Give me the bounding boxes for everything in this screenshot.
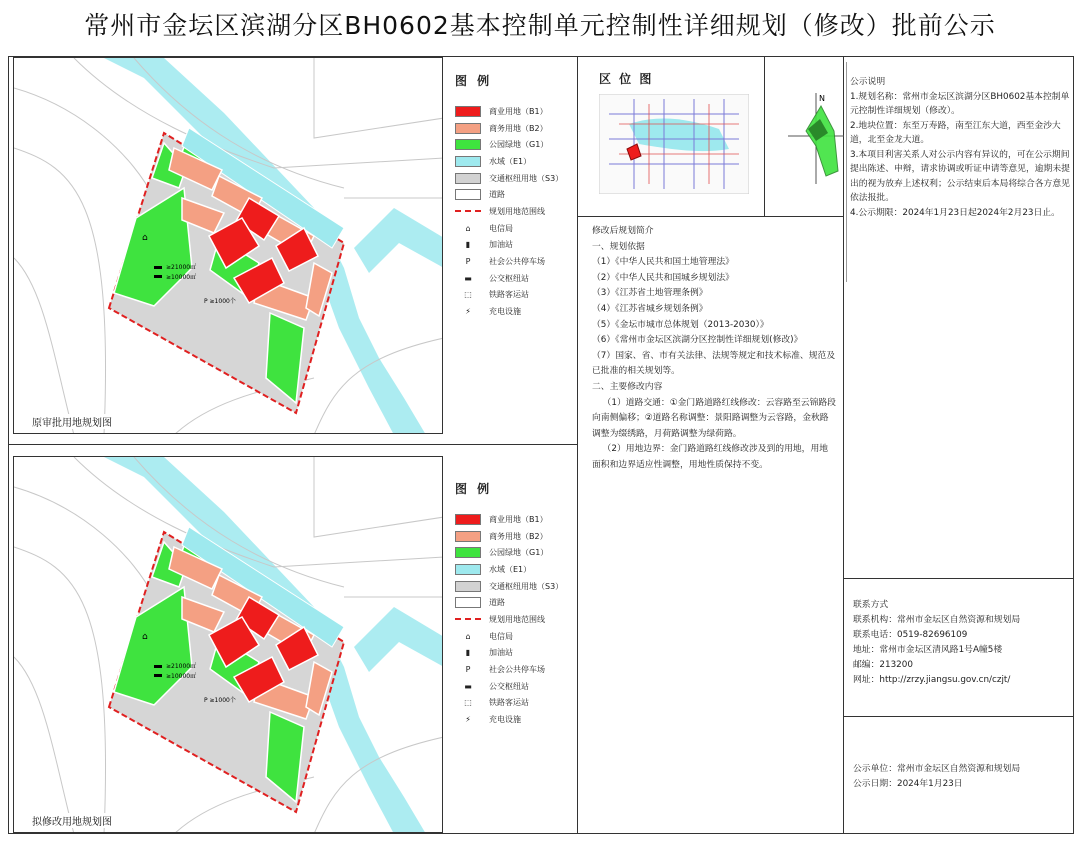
legend-item xyxy=(455,303,575,320)
legend-swatch xyxy=(455,210,481,212)
contact-address: 地址：常州市金坛区清风路1号A幢5楼 xyxy=(853,645,1003,655)
divider-middle xyxy=(8,444,577,445)
land-use-map-graphic xyxy=(14,457,443,833)
contact-heading: 联系方式 xyxy=(853,600,889,610)
section-heading: 二、主要修改内容 xyxy=(592,381,663,392)
basis-item: （4）《江苏省城乡规划条例》 xyxy=(592,303,708,314)
rail-station-icon: ⬚ xyxy=(464,698,472,708)
legend-label: 社会公共停车场 xyxy=(489,665,545,675)
legend-label: 商业用地（B1） xyxy=(489,106,548,116)
location-map xyxy=(591,66,825,216)
legend-swatch xyxy=(455,123,481,134)
legend-item xyxy=(455,120,575,137)
contact-zip: 邮编：213200 xyxy=(853,660,913,670)
legend-label: 水域（E1） xyxy=(489,564,532,574)
legend-title: 图 例 xyxy=(455,482,493,496)
notice-notes xyxy=(850,75,1072,220)
publisher-date: 公示日期：2024年1月23日 xyxy=(853,779,963,789)
legend-swatch xyxy=(455,156,481,167)
legend-swatch xyxy=(455,106,481,117)
original-map-label: 原审批用地规划图 xyxy=(30,414,114,429)
legend-item xyxy=(455,237,575,254)
legend-label: 商业用地（B1） xyxy=(489,514,548,524)
page-title: 常州市金坛区滨湖分区BH0602基本控制单元控制性详细规划（修改）批前公示 xyxy=(84,11,996,40)
legend-label: 公园绿地（G1） xyxy=(489,548,549,558)
legend-label: 水域（E1） xyxy=(489,156,532,166)
charging-icon: ⚡ xyxy=(465,307,471,317)
divider-publisher xyxy=(843,716,1074,717)
legend-item xyxy=(455,103,575,120)
gas-station-icon: ▮ xyxy=(465,648,471,658)
north-label: N xyxy=(819,94,825,103)
legend-label: 充电设施 xyxy=(489,715,521,725)
location-inset-graphic xyxy=(786,91,846,186)
revised-map-label: 拟修改用地规划图 xyxy=(30,813,114,828)
legend-swatch xyxy=(455,618,481,620)
legend-item xyxy=(455,270,575,287)
legend-item xyxy=(455,544,575,561)
parking-annotation: P ≥1000个 xyxy=(204,697,236,704)
legend-item xyxy=(455,594,575,611)
area-annotation-1: ≥21000㎡ xyxy=(166,663,197,670)
legend-swatch xyxy=(455,514,481,525)
location-map-graphic xyxy=(599,94,749,194)
legend-label: 道路 xyxy=(489,190,505,200)
legend-label: 电信局 xyxy=(489,223,513,233)
legend-label: 规划用地范围线 xyxy=(489,614,545,624)
charging-icon: ⚡ xyxy=(465,715,471,725)
legend-item xyxy=(455,153,575,170)
legend-label: 铁路客运站 xyxy=(489,290,529,300)
legend-item xyxy=(455,711,575,728)
telecom-icon: ⌂ xyxy=(465,223,471,233)
basis-item: （2）《中华人民共和国城乡规划法》 xyxy=(592,272,734,283)
legend-label: 商务用地（B2） xyxy=(489,531,548,541)
legend-swatch xyxy=(455,597,481,608)
divider-left xyxy=(577,56,578,834)
contact-info xyxy=(853,598,1075,688)
legend-label: 公交枢纽站 xyxy=(489,681,529,691)
notes-item: 2.地块位置：东至万寿路，南至江东大道，西至金沙大道，北至金龙大道。 xyxy=(850,120,1061,145)
legend-item xyxy=(455,578,575,595)
parking-annotation: P ≥1000个 xyxy=(204,298,236,305)
legend-title: 图 例 xyxy=(455,74,493,88)
legend-label: 交通枢纽用地（S3） xyxy=(489,581,564,591)
divider-notes xyxy=(846,62,847,282)
section-heading: 一、规划依据 xyxy=(592,241,645,252)
gas-station-icon: ▮ xyxy=(465,240,471,250)
location-title: 区 位 图 xyxy=(599,72,654,86)
revised-land-use-map xyxy=(13,456,443,833)
legend-item xyxy=(455,661,575,678)
legend-item xyxy=(455,611,575,628)
basis-item: （1）《中华人民共和国土地管理法》 xyxy=(592,257,734,268)
basis-item: （7）国家、省、市有关法律、法规等规定和技术标准、规范及已批准的相关规划等。 xyxy=(592,350,836,377)
area-annotation-1: ≥21000㎡ xyxy=(166,264,197,271)
legend-label: 交通枢纽用地（S3） xyxy=(489,173,564,183)
original-land-use-map xyxy=(13,57,443,434)
content-paragraph: （2）用地边界：金门路道路红线修改涉及到的用地，用地面积和边界适应性调整，用地性质保持不变。 xyxy=(592,444,829,470)
legend-label: 电信局 xyxy=(489,631,513,641)
legend-swatch xyxy=(455,581,481,592)
notes-heading: 公示说明 xyxy=(850,77,886,87)
contact-phone: 联系电话：0519-82696109 xyxy=(853,630,968,640)
legend-swatch xyxy=(455,139,481,150)
bus-hub-icon: ▬ xyxy=(464,273,472,283)
area-annotation-2: ≥10000㎡ xyxy=(166,274,197,281)
legend-item xyxy=(455,695,575,712)
legend-item xyxy=(455,287,575,304)
legend-label: 商务用地（B2） xyxy=(489,123,548,133)
telecom-icon: ⌂ xyxy=(465,631,471,641)
svg-text:⌂: ⌂ xyxy=(142,632,148,642)
contact-org: 联系机构：常州市金坛区自然资源和规划局 xyxy=(853,615,1021,625)
legend-item xyxy=(455,628,575,645)
legend-label: 公园绿地（G1） xyxy=(489,140,549,150)
publisher-unit: 公示单位：常州市金坛区自然资源和规划局 xyxy=(853,764,1021,774)
plan-summary xyxy=(592,224,836,474)
legend-item xyxy=(455,645,575,662)
legend-item xyxy=(455,170,575,187)
divider-loc xyxy=(764,56,765,216)
legend-label: 铁路客运站 xyxy=(489,698,529,708)
basis-item: （3）《江苏省土地管理条例》 xyxy=(592,288,708,299)
land-use-map-graphic xyxy=(14,58,443,434)
parking-icon: P xyxy=(465,257,471,267)
legend-top xyxy=(455,72,575,320)
legend-label: 社会公共停车场 xyxy=(489,257,545,267)
legend-item xyxy=(455,220,575,237)
legend-swatch xyxy=(455,531,481,542)
legend-label: 道路 xyxy=(489,598,505,608)
legend-label: 公交枢纽站 xyxy=(489,273,529,283)
bus-hub-icon: ▬ xyxy=(464,681,472,691)
svg-text:⌂: ⌂ xyxy=(142,233,148,243)
legend-swatch xyxy=(455,189,481,200)
legend-item xyxy=(455,678,575,695)
legend-swatch xyxy=(455,173,481,184)
legend-item xyxy=(455,136,575,153)
contact-url[interactable]: 网址：http://zrzy.jiangsu.gov.cn/czjt/ xyxy=(853,675,1011,685)
publisher-info xyxy=(853,762,1075,792)
legend-item xyxy=(455,561,575,578)
notes-item: 3.本项目利害关系人对公示内容有异议的，可在公示期间提出陈述、申辩，请求协调或听证申请等意见，逾期未提出的视为放弃上述权利；公示结束后本局将综合各方意见依法报批。 xyxy=(850,149,1070,203)
legend-item xyxy=(455,511,575,528)
legend-item xyxy=(455,528,575,545)
notes-item: 1.规划名称：常州市金坛区滨湖分区BH0602基本控制单元控制性详细规划（修改）。 xyxy=(850,91,1070,116)
legend-label: 规划用地范围线 xyxy=(489,206,545,216)
basis-item: （5）《金坛市城市总体规划（2013-2030）》 xyxy=(592,319,769,330)
legend-swatch xyxy=(455,547,481,558)
legend-item xyxy=(455,203,575,220)
legend-label: 充电设施 xyxy=(489,307,521,317)
legend-swatch xyxy=(455,564,481,575)
summary-heading: 修改后规划简介 xyxy=(592,226,654,236)
legend-label: 加油站 xyxy=(489,240,513,250)
legend-item xyxy=(455,186,575,203)
area-annotation-2: ≥10000㎡ xyxy=(166,673,197,680)
legend-bottom xyxy=(455,480,575,728)
legend-item xyxy=(455,253,575,270)
parking-icon: P xyxy=(465,665,471,675)
basis-item: （6）《常州市金坛区滨湖分区控制性详细规划(修改)》 xyxy=(592,335,803,346)
notes-item: 4.公示期限：2024年1月23日起2024年2月23日止。 xyxy=(850,207,1060,218)
content-paragraph: （1）道路交通：①金门路道路红线修改：云容路至云锦路段向南侧偏移；②道路名称调整：景阳路调整为云容路，金秋路调整为缀绣路，月荷路调整为绿荷路。 xyxy=(592,397,836,439)
divider-loc-bottom xyxy=(577,216,843,217)
rail-station-icon: ⬚ xyxy=(464,290,472,300)
divider-contact xyxy=(843,578,1074,579)
legend-label: 加油站 xyxy=(489,648,513,658)
